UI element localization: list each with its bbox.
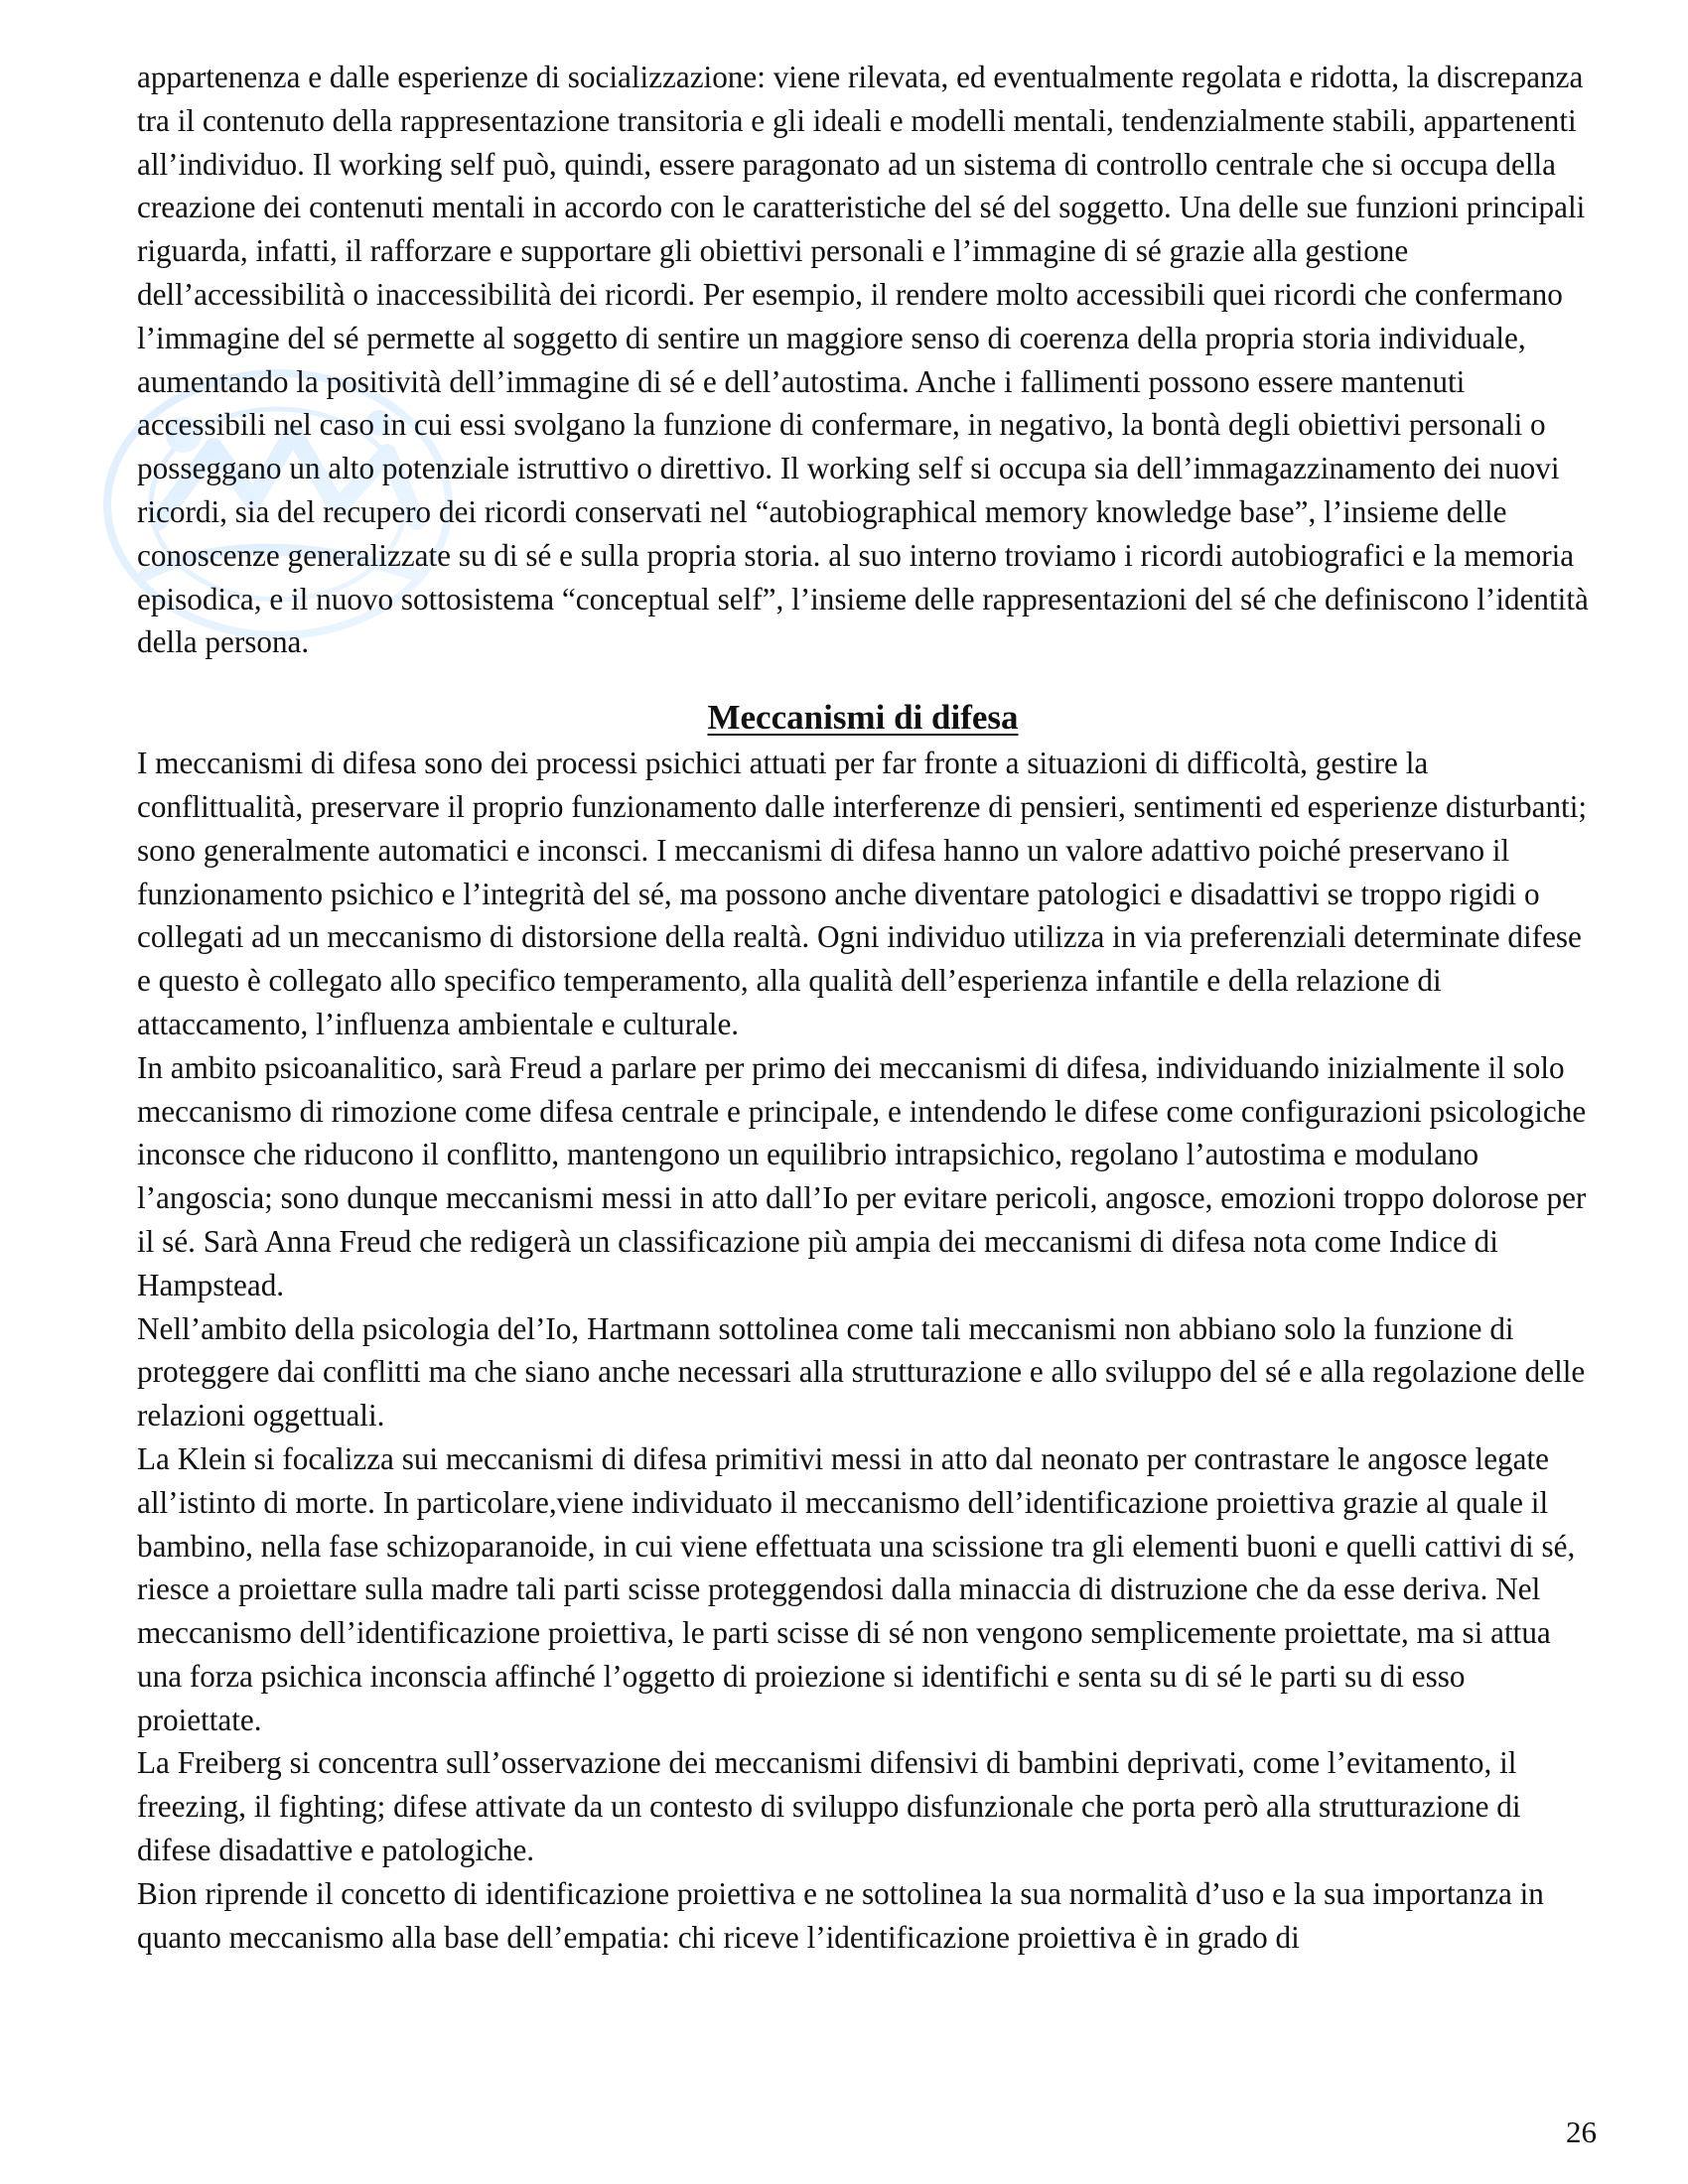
opening-paragraph: appartenenza e dalle esperienze di socializzazione: viene rilevata, ed eventualmente regolata e ridotta, la discrepanza tra il contenuto della rappresentazione transitoria e gli ideali e modelli mentali, tendenzialmente stabili, appartenenti all’individuo. Il working self può, quindi, essere paragonato ad un sistema di controllo centrale che si occupa della creazione dei contenuti mentali in accordo con le caratteristiche del sé del soggetto. Una delle sue funzioni principali riguarda, infatti, il rafforzare e supportare gli obiettivi personali e l’immagine di sé grazie alla gestione dell’accessibilità o inaccessibilità dei ricordi. Per esempio, il rendere molto accessibili quei ricordi che confermano l’immagine del sé permette al soggetto di sentire un maggiore senso di coerenza della propria storia individuale, aumentando la positività dell’immagine di sé e dell’autostima. Anche i fallimenti possono essere mantenuti accessibili nel caso in cui essi svolgano la funzione di confermare, in negativo, la bontà degli obiettivi personali o posseggano un alto potenziale istruttivo o direttivo. Il working self si occupa sia dell’immagazzinamento dei nuovi ricordi, sia del recupero dei ricordi conservati nel “autobiographical memory knowledge base”, l’insieme delle conoscenze generalizzate su di sé e sulla propria storia. al suo interno troviamo i ricordi autobiografici e la memoria episodica, e il nuovo sottosistema “conceptual self”, l’insieme delle rappresentazioni del sé che definiscono l’identità della persona. — [137, 60, 1589, 660]
paragraph-freiberg: La Freiberg si concentra sull’osservazione dei meccanismi difensivi di bambini deprivati, come l’evitamento, il freezing, il fighting; difese attivate da un contesto di sviluppo disfunzionale che porta però alla strutturazione di difese disadattive e patologiche. — [137, 1745, 1521, 1868]
paragraph-definition: I meccanismi di difesa sono dei processi psichici attuati per far fronte a situazioni di difficoltà, gestire la conflittualità, preservare il proprio funzionamento dalle interferenze di pensieri, sentimenti ed esperienze disturbanti; sono generalmente automatici e inconsci. I meccanismi di difesa hanno un valore adattivo poiché preservano il funzionamento psichico e l’integrità del sé, ma possono anche diventare patologici e disadattivi se troppo rigidi o collegati ad un meccanismo di distorsione della realtà. Ogni individuo utilizza in via preferenziali determinate difese e questo è collegato allo specifico temperamento, alla qualità dell’esperienza infantile e della relazione di attaccamento, l’influenza ambientale e culturale. — [137, 746, 1588, 1041]
section-heading: Meccanismi di difesa — [707, 698, 1019, 738]
paragraph-hartmann: Nell’ambito della psicologia del’Io, Hartmann sottolinea come tali meccanismi non abbiano solo la funzione di proteggere dai conflitti ma che siano anche necessari alla strutturazione e allo sviluppo del sé e alla regolazione delle relazioni oggettuali. — [137, 1310, 1586, 1433]
paragraph-freud: In ambito psicoanalitico, sarà Freud a parlare per primo dei meccanismi di difesa, individuando inizialmente il solo meccanismo di rimozione come difesa centrale e principale, e intendendo le difese come configurazioni psicologiche inconsce che riducono il conflitto, mantengono un equilibrio intrapsichico, regolano l’autostima e modulano l’angoscia; sono dunque meccanismi messi in atto dall’Io per evitare pericoli, angosce, emozioni troppo dolorose per il sé. Sarà Anna Freud che redigerà un classificazione più ampia dei meccanismi di difesa nota come Indice di Hampstead. — [137, 1049, 1587, 1302]
document-text — [137, 56, 1589, 1959]
page-number: 26 — [1566, 2115, 1597, 2149]
paragraph-bion: Bion riprende il concetto di identificazione proiettiva e ne sottolinea la sua normalità d’uso e la sua importanza in quanto meccanismo alla base dell’empatia: chi riceve l’identificazione proiettiva è in grado di — [137, 1875, 1544, 1955]
paragraph-klein: La Klein si focalizza sui meccanismi di difesa primitivi messi in atto dal neonato per contrastare le angosce legate all’istinto di morte. In particolare,viene individuato il meccanismo dell’identificazione proiettiva grazie al quale il bambino, nella fase schizoparanoide, in cui viene effettuata una scissione tra gli elementi buoni e quelli cattivi di sé, riesce a proiettare sulla madre tali parti scisse proteggendosi dalla minaccia di distruzione che da esse deriva. Nel meccanismo dell’identificazione proiettiva, le parti scisse di sé non vengono semplicemente proiettate, ma si attua una forza psichica inconscia affinché l’oggetto di proiezione si identifichi e senta su di sé le parti su di esso proiettate. — [137, 1440, 1576, 1737]
